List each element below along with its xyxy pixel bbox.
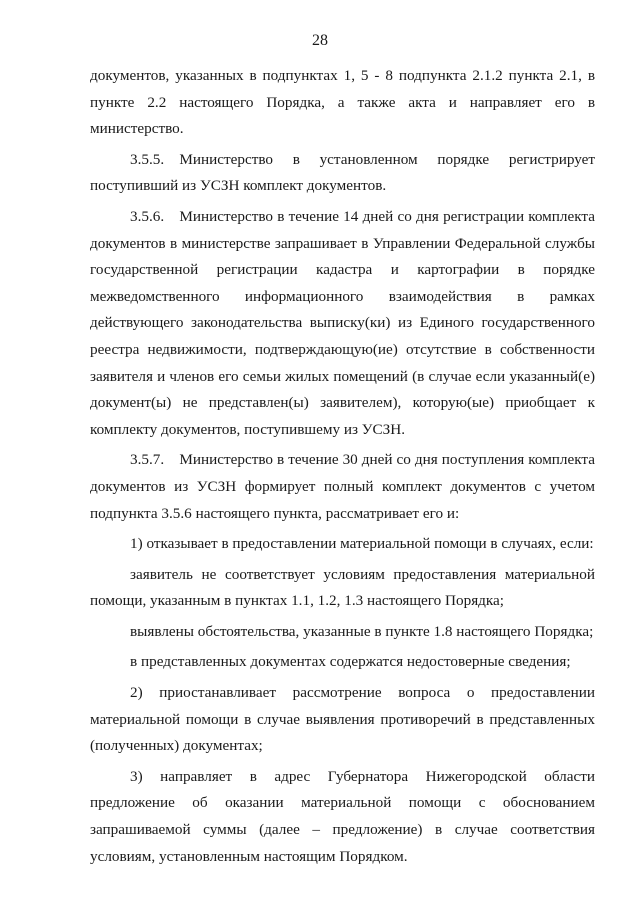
list-item-send-proposal: 3) направляет в адрес Губернатора Нижегородской области предложение об оказании материальной помощи с обоснованием запрашиваемой суммы (далее – предложение) в случае соответствия условиям, установленным настоящим Порядком. (90, 767, 595, 865)
sub-item-circumstances: выявлены обстоятельства, указанные в пункте 1.8 настоящего Порядка; (130, 622, 594, 640)
sub-item-false-information: в представленных документах содержатся недостоверные сведения; (130, 653, 571, 671)
document-body (90, 63, 595, 870)
paragraph-3-5-7: 3.5.7. Министерство в течение 30 дней со дня поступления комплекта документов из УСЗН формирует полный комплект документов с учетом подпункта 3.5.6 настоящего пункта, рассматривает его и: (90, 451, 595, 522)
list-item-refuse: 1) отказывает в предоставлении материальной помощи в случаях, если: (130, 535, 594, 553)
page-number: 28 (312, 32, 328, 49)
paragraph-continuation: документов, указанных в подпунктах 1, 5 - 8 подпункта 2.1.2 пункта 2.1, в пункте 2.2 настоящего Порядка, а также акта и направляет его в министерство. (90, 67, 595, 138)
sub-item-applicant-not-eligible: заявитель не соответствует условиям предоставления материальной помощи, указанным в пунктах 1.1, 1.2, 1.3 настоящего Порядка; (90, 565, 595, 610)
list-item-suspend: 2) приостанавливает рассмотрение вопроса о предоставлении материальной помощи в случае выявления противоречий в представленных (полученных) документах; (90, 684, 595, 755)
paragraph-3-5-6: 3.5.6. Министерство в течение 14 дней со дня регистрации комплекта документов в министерстве запрашивает в Управлении Федеральной службы государственной регистрации кадастра и картографии в порядке межведомственного информационного взаимодействия в рамках действующего законодательства выписку(ки) из Единого государственного реестра недвижимости, подтверждающую(ие) отсутствие в собственности заявителя и членов его семьи жилых помещений (в случае если указанный(е) документ(ы) не представлен(ы) заявителем), которую(ые) приобщает к комплекту документов, поступившему из УСЗН. (90, 207, 595, 438)
paragraph-3-5-5: 3.5.5. Министерство в установленном порядке регистрирует поступивший из УСЗН комплект документов. (90, 150, 595, 195)
